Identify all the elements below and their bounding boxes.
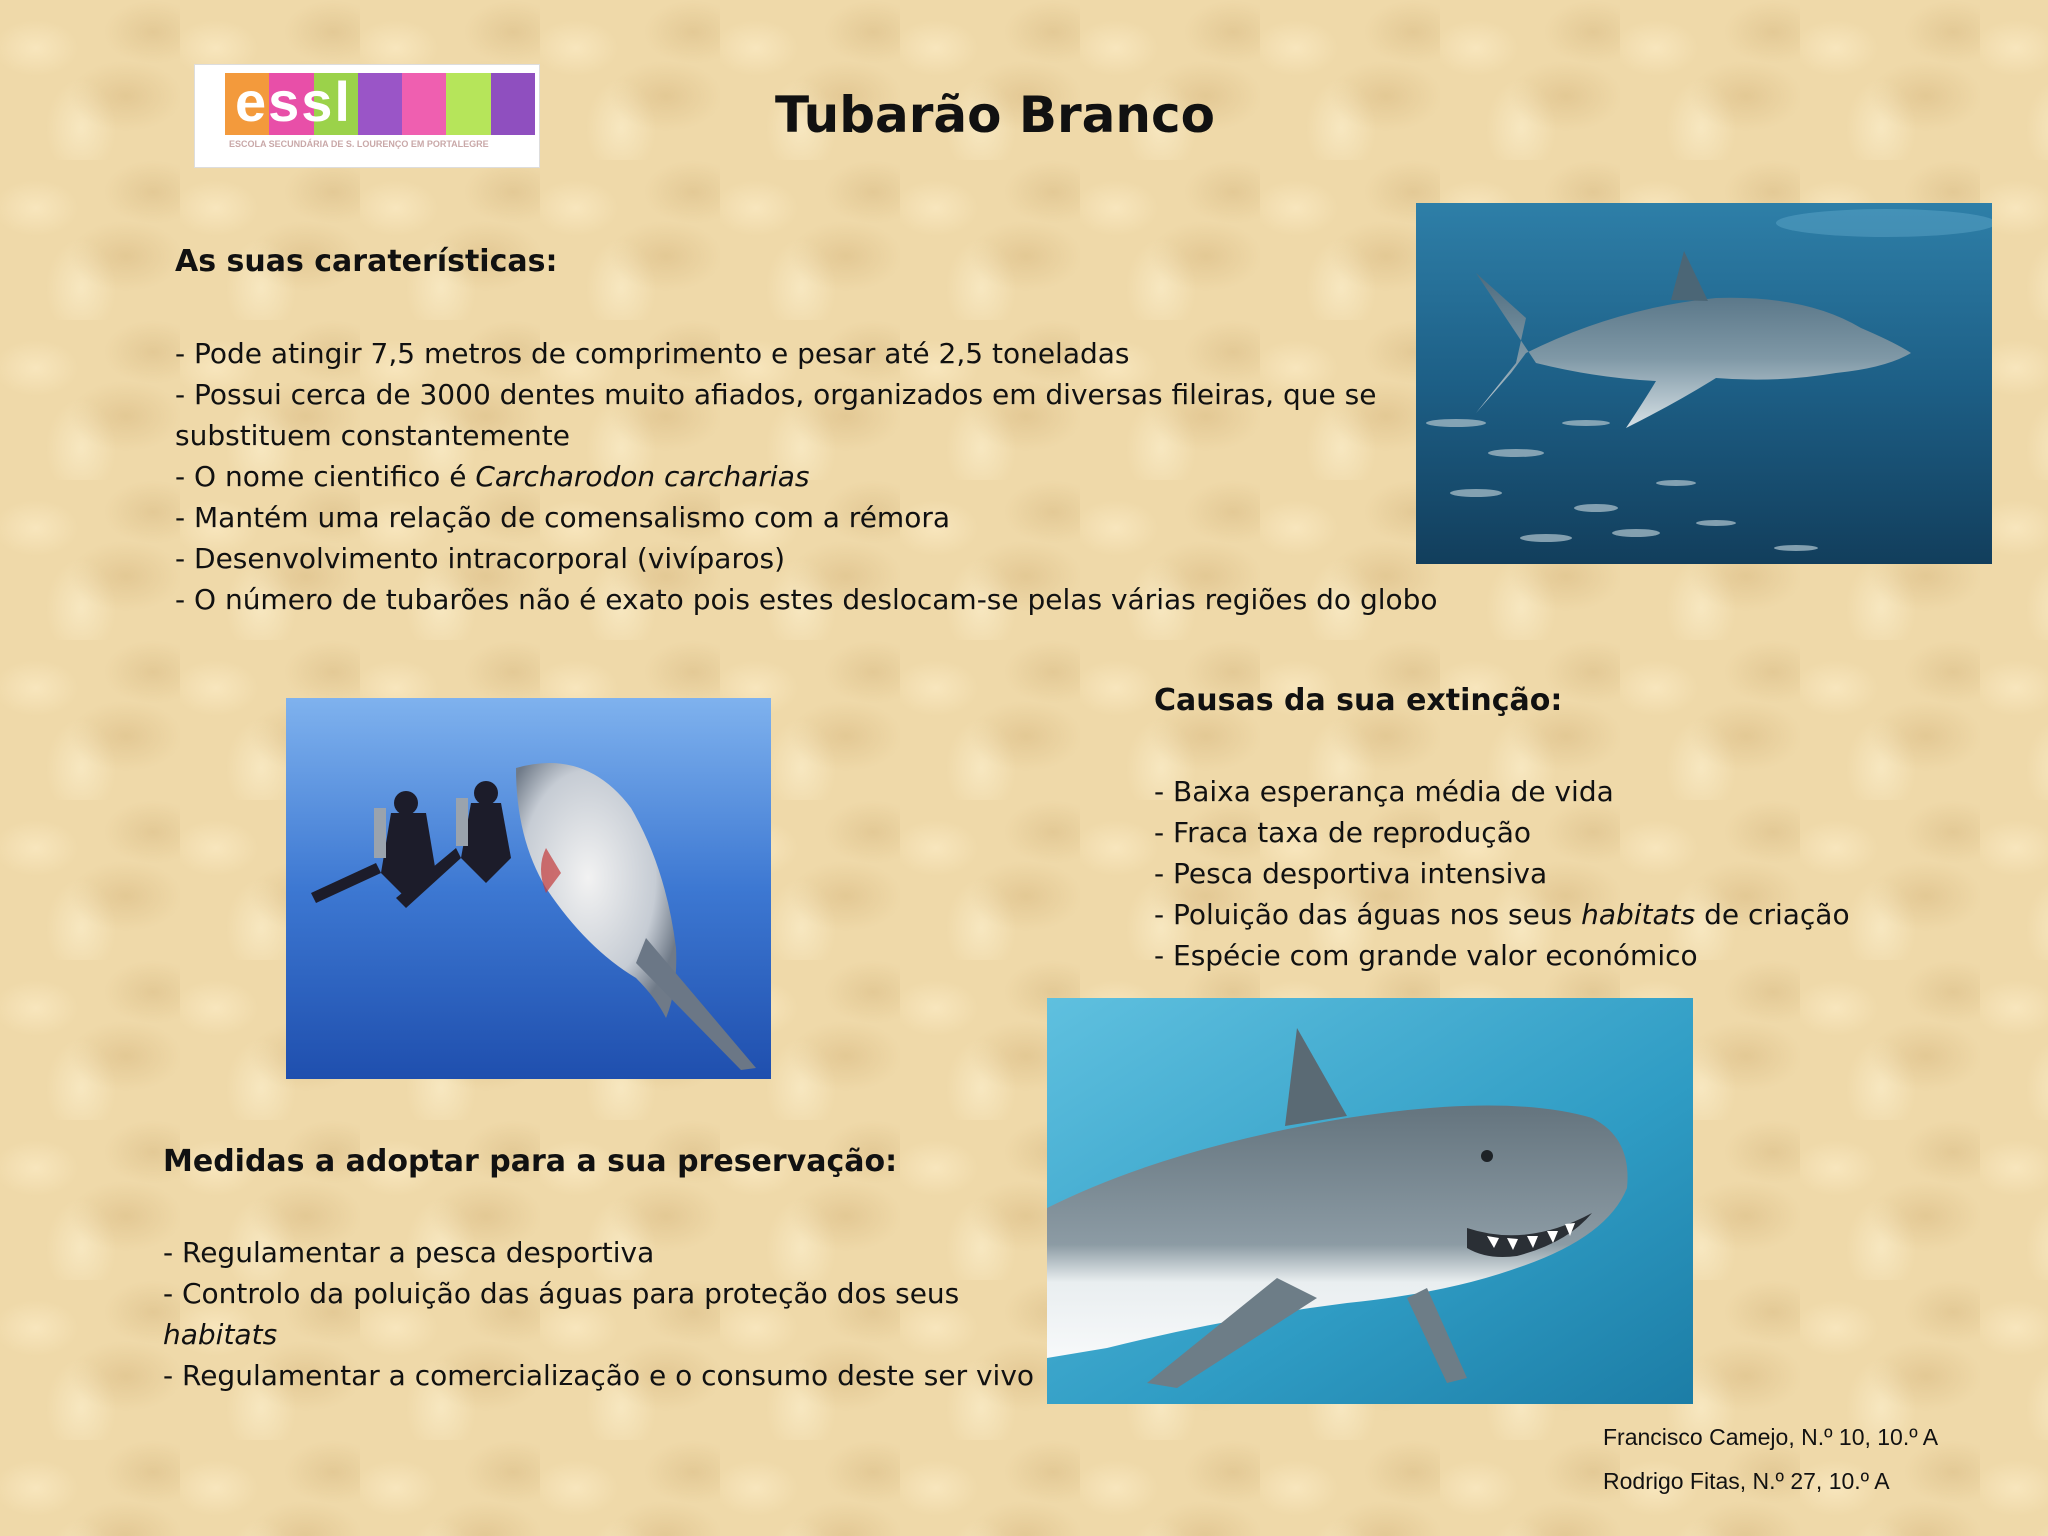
list-item: - O número de tubarões não é exato pois estes deslocam-se pelas várias regiões do globo (175, 583, 1438, 616)
logo-bar (358, 73, 402, 135)
list-item (163, 1314, 1034, 1355)
list-item (175, 456, 1438, 497)
shark-photo-fish (1416, 203, 1992, 564)
logo-word: essl (235, 70, 352, 133)
causes-heading: Causas da sua extinção: (1154, 683, 1563, 718)
list-item: - Mantém uma relação de comensalismo com a rémora (175, 501, 951, 534)
logo-bar (491, 73, 535, 135)
characteristics-heading: As suas caraterísticas: (175, 244, 558, 279)
shark-closeup-image (1047, 998, 1693, 1404)
habitats-term: habitats (163, 1318, 278, 1351)
list-item: - Baixa esperança média de vida (1154, 775, 1614, 808)
list-item: - Fraca taxa de reprodução (1154, 816, 1531, 849)
measures-list (163, 1232, 1034, 1396)
school-logo (194, 64, 540, 168)
causes-list (1154, 771, 1850, 976)
pollution-label: - Poluição das águas nos seus (1154, 898, 1582, 931)
list-item: substituem constantemente (175, 419, 570, 452)
characteristics-list (175, 333, 1438, 620)
scientific-name-label: - O nome cientifico é (175, 460, 476, 493)
list-item: - Pesca desportiva intensiva (1154, 857, 1548, 890)
list-item: - Desenvolvimento intracorporal (vivíparos) (175, 542, 785, 575)
list-item: - Controlo da poluição das águas para proteção dos seus (163, 1277, 960, 1310)
divers-with-shark-image (286, 698, 771, 1079)
authors (1603, 1415, 1938, 1503)
logo-bar (446, 73, 490, 135)
list-item: - Regulamentar a pesca desportiva (163, 1236, 655, 1269)
author-line: Francisco Camejo, N.º 10, 10.º A (1603, 1424, 1939, 1450)
habitats-term: habitats (1581, 898, 1696, 931)
list-item: - Possui cerca de 3000 dentes muito afiados, organizados em diversas fileiras, que se (175, 378, 1377, 411)
divers-shark-photo (286, 698, 771, 1079)
logo-subtitle: ESCOLA SECUNDÁRIA DE S. LOURENÇO EM PORTALEGRE (229, 139, 489, 149)
list-item: - Espécie com grande valor económico (1154, 939, 1698, 972)
shark-swimming-image (1416, 203, 1992, 564)
list-item: - Pode atingir 7,5 metros de comprimento e pesar até 2,5 toneladas (175, 337, 1130, 370)
measures-heading: Medidas a adoptar para a sua preservação: (163, 1144, 898, 1179)
author-line: Rodrigo Fitas, N.º 27, 10.º A (1603, 1468, 1890, 1494)
pollution-suffix: de criação (1695, 898, 1850, 931)
page-title: Tubarão Branco (775, 86, 1215, 144)
list-item: - Regulamentar a comercialização e o consumo deste ser vivo (163, 1359, 1035, 1392)
scientific-name: Carcharodon carcharias (475, 460, 810, 493)
list-item (1154, 894, 1850, 935)
logo-bar (402, 73, 446, 135)
shark-closeup-photo (1047, 998, 1693, 1404)
